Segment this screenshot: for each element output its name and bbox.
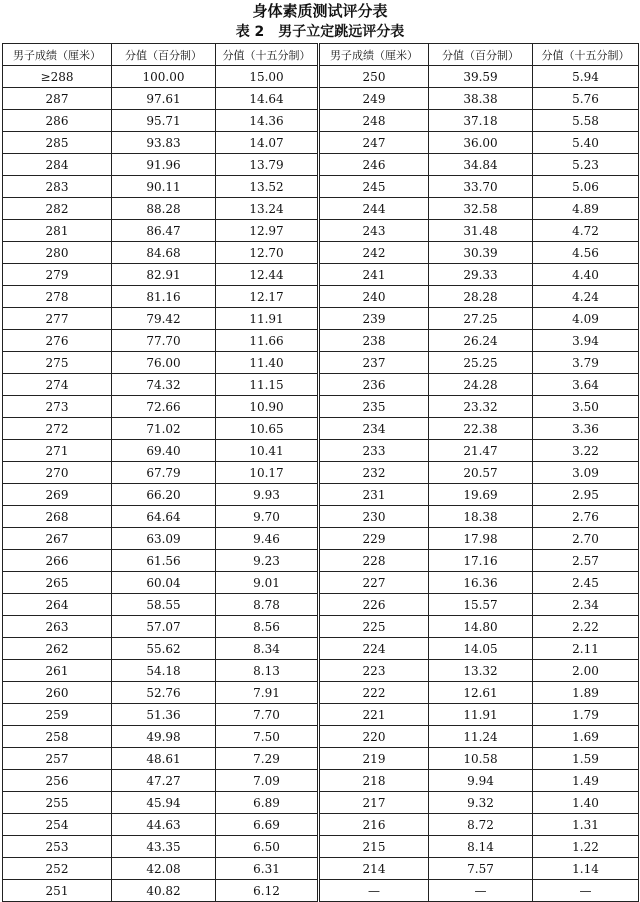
right-fifteen-score-cell: 1.89 xyxy=(533,682,639,704)
right-fifteen-score-cell: 4.89 xyxy=(533,198,639,220)
right-score-cell: 246 xyxy=(319,154,429,176)
left-fifteen-score-cell: 7.91 xyxy=(216,682,319,704)
left-score-cell: 255 xyxy=(3,792,112,814)
table-row xyxy=(3,242,639,264)
left-score-cell: 284 xyxy=(3,154,112,176)
left-fifteen-score-cell: 14.36 xyxy=(216,110,319,132)
table-row xyxy=(3,462,639,484)
left-score-cell: 259 xyxy=(3,704,112,726)
page-title: 身体素质测试评分表 xyxy=(252,2,388,20)
left-score-cell: 280 xyxy=(3,242,112,264)
right-fifteen-score-cell: 2.34 xyxy=(533,594,639,616)
left-fifteen-score-cell: 11.15 xyxy=(216,374,319,396)
right-score-cell: 223 xyxy=(319,660,429,682)
right-fifteen-score-cell: 1.40 xyxy=(533,792,639,814)
left-percent-score-cell: 81.16 xyxy=(112,286,216,308)
left-fifteen-score-cell: 8.78 xyxy=(216,594,319,616)
right-percent-score-cell: 21.47 xyxy=(429,440,533,462)
right-score-cell: 230 xyxy=(319,506,429,528)
header-right-percent: 分值（百分制） xyxy=(429,44,533,66)
left-fifteen-score-cell: 15.00 xyxy=(216,66,319,88)
right-fifteen-score-cell: 3.50 xyxy=(533,396,639,418)
right-fifteen-score-cell: 1.31 xyxy=(533,814,639,836)
header-left-score: 男子成绩（厘米） xyxy=(3,44,112,66)
left-score-cell: 270 xyxy=(3,462,112,484)
left-fifteen-score-cell: 10.17 xyxy=(216,462,319,484)
table-subtitle: 表 2 男子立定跳远评分表 xyxy=(235,24,405,40)
right-score-cell: 214 xyxy=(319,858,429,880)
left-percent-score-cell: 48.61 xyxy=(112,748,216,770)
left-percent-score-cell: 91.96 xyxy=(112,154,216,176)
right-percent-score-cell: 14.05 xyxy=(429,638,533,660)
left-percent-score-cell: 60.04 xyxy=(112,572,216,594)
left-percent-score-cell: 82.91 xyxy=(112,264,216,286)
right-fifteen-score-cell: 2.95 xyxy=(533,484,639,506)
right-fifteen-score-cell: 3.09 xyxy=(533,462,639,484)
left-score-cell: 261 xyxy=(3,660,112,682)
left-fifteen-score-cell: 7.29 xyxy=(216,748,319,770)
table-row xyxy=(3,198,639,220)
table-row xyxy=(3,704,639,726)
right-percent-score-cell: 19.69 xyxy=(429,484,533,506)
left-fifteen-score-cell: 12.17 xyxy=(216,286,319,308)
left-score-cell: 269 xyxy=(3,484,112,506)
left-percent-score-cell: 63.09 xyxy=(112,528,216,550)
right-fifteen-score-cell: 3.64 xyxy=(533,374,639,396)
left-score-cell: 254 xyxy=(3,814,112,836)
right-percent-score-cell: 28.28 xyxy=(429,286,533,308)
right-fifteen-score-cell: 5.58 xyxy=(533,110,639,132)
right-percent-score-cell: 38.38 xyxy=(429,88,533,110)
left-fifteen-score-cell: 7.70 xyxy=(216,704,319,726)
left-percent-score-cell: 51.36 xyxy=(112,704,216,726)
left-fifteen-score-cell: 6.12 xyxy=(216,880,319,902)
right-percent-score-cell: 8.72 xyxy=(429,814,533,836)
right-fifteen-score-cell: 5.23 xyxy=(533,154,639,176)
right-fifteen-score-cell: 5.76 xyxy=(533,88,639,110)
right-percent-score-cell: 23.32 xyxy=(429,396,533,418)
left-percent-score-cell: 79.42 xyxy=(112,308,216,330)
left-fifteen-score-cell: 6.89 xyxy=(216,792,319,814)
table-row xyxy=(3,792,639,814)
right-percent-score-cell: 26.24 xyxy=(429,330,533,352)
right-percent-score-cell: 34.84 xyxy=(429,154,533,176)
left-percent-score-cell: 45.94 xyxy=(112,792,216,814)
left-percent-score-cell: 95.71 xyxy=(112,110,216,132)
table-row xyxy=(3,616,639,638)
left-fifteen-score-cell: 12.44 xyxy=(216,264,319,286)
right-percent-score-cell: 9.94 xyxy=(429,770,533,792)
left-fifteen-score-cell: 9.93 xyxy=(216,484,319,506)
table-row xyxy=(3,308,639,330)
right-fifteen-score-cell: 2.11 xyxy=(533,638,639,660)
left-fifteen-score-cell: 14.64 xyxy=(216,88,319,110)
right-score-cell: 233 xyxy=(319,440,429,462)
left-percent-score-cell: 58.55 xyxy=(112,594,216,616)
left-score-cell: 256 xyxy=(3,770,112,792)
right-score-cell: 239 xyxy=(319,308,429,330)
right-percent-score-cell: 9.32 xyxy=(429,792,533,814)
right-fifteen-score-cell: 2.70 xyxy=(533,528,639,550)
left-score-cell: 286 xyxy=(3,110,112,132)
table-row xyxy=(3,880,639,902)
right-score-cell: 221 xyxy=(319,704,429,726)
left-fifteen-score-cell: 9.01 xyxy=(216,572,319,594)
left-fifteen-score-cell: 9.23 xyxy=(216,550,319,572)
left-fifteen-score-cell: 8.34 xyxy=(216,638,319,660)
right-percent-score-cell: 17.98 xyxy=(429,528,533,550)
right-percent-score-cell: 33.70 xyxy=(429,176,533,198)
left-percent-score-cell: 71.02 xyxy=(112,418,216,440)
right-percent-score-cell: 17.16 xyxy=(429,550,533,572)
table-row xyxy=(3,682,639,704)
left-score-cell: 266 xyxy=(3,550,112,572)
table-row xyxy=(3,814,639,836)
right-score-cell: 219 xyxy=(319,748,429,770)
left-score-cell: 257 xyxy=(3,748,112,770)
right-fifteen-score-cell: 4.09 xyxy=(533,308,639,330)
table-row xyxy=(3,132,639,154)
left-fifteen-score-cell: 10.41 xyxy=(216,440,319,462)
left-percent-score-cell: 55.62 xyxy=(112,638,216,660)
left-fifteen-score-cell: 13.24 xyxy=(216,198,319,220)
left-score-cell: 275 xyxy=(3,352,112,374)
right-percent-score-cell: 32.58 xyxy=(429,198,533,220)
left-fifteen-score-cell: 9.46 xyxy=(216,528,319,550)
right-percent-score-cell: 12.61 xyxy=(429,682,533,704)
left-score-cell: 281 xyxy=(3,220,112,242)
left-score-cell: 267 xyxy=(3,528,112,550)
right-score-cell: 249 xyxy=(319,88,429,110)
right-fifteen-score-cell: — xyxy=(533,880,639,902)
left-fifteen-score-cell: 13.52 xyxy=(216,176,319,198)
left-fifteen-score-cell: 7.50 xyxy=(216,726,319,748)
table-row xyxy=(3,418,639,440)
left-percent-score-cell: 47.27 xyxy=(112,770,216,792)
table-row xyxy=(3,396,639,418)
right-fifteen-score-cell: 4.72 xyxy=(533,220,639,242)
left-percent-score-cell: 40.82 xyxy=(112,880,216,902)
table-row xyxy=(3,154,639,176)
right-score-cell: — xyxy=(319,880,429,902)
right-score-cell: 218 xyxy=(319,770,429,792)
right-percent-score-cell: 30.39 xyxy=(429,242,533,264)
right-score-cell: 220 xyxy=(319,726,429,748)
table-row xyxy=(3,836,639,858)
table-row xyxy=(3,594,639,616)
right-score-cell: 237 xyxy=(319,352,429,374)
left-score-cell: 258 xyxy=(3,726,112,748)
header-right-score: 男子成绩（厘米） xyxy=(319,44,429,66)
right-score-cell: 235 xyxy=(319,396,429,418)
right-score-cell: 243 xyxy=(319,220,429,242)
table-row xyxy=(3,374,639,396)
left-score-cell: 264 xyxy=(3,594,112,616)
right-percent-score-cell: 31.48 xyxy=(429,220,533,242)
table-row xyxy=(3,176,639,198)
right-fifteen-score-cell: 2.22 xyxy=(533,616,639,638)
right-percent-score-cell: 14.80 xyxy=(429,616,533,638)
left-fifteen-score-cell: 14.07 xyxy=(216,132,319,154)
left-percent-score-cell: 77.70 xyxy=(112,330,216,352)
right-percent-score-cell: 11.91 xyxy=(429,704,533,726)
table-row xyxy=(3,638,639,660)
left-percent-score-cell: 67.79 xyxy=(112,462,216,484)
right-score-cell: 238 xyxy=(319,330,429,352)
right-fifteen-score-cell: 3.22 xyxy=(533,440,639,462)
left-score-cell: 260 xyxy=(3,682,112,704)
right-percent-score-cell: 39.59 xyxy=(429,66,533,88)
right-fifteen-score-cell: 2.00 xyxy=(533,660,639,682)
left-fifteen-score-cell: 6.69 xyxy=(216,814,319,836)
left-percent-score-cell: 69.40 xyxy=(112,440,216,462)
right-percent-score-cell: 22.38 xyxy=(429,418,533,440)
right-percent-score-cell: 37.18 xyxy=(429,110,533,132)
header-left-percent: 分值（百分制） xyxy=(112,44,216,66)
right-fifteen-score-cell: 4.24 xyxy=(533,286,639,308)
table-row xyxy=(3,264,639,286)
table-row xyxy=(3,858,639,880)
table-row xyxy=(3,550,639,572)
left-percent-score-cell: 97.61 xyxy=(112,88,216,110)
left-score-cell: 262 xyxy=(3,638,112,660)
table-row xyxy=(3,726,639,748)
right-score-cell: 247 xyxy=(319,132,429,154)
right-percent-score-cell: 15.57 xyxy=(429,594,533,616)
left-score-cell: ≥288 xyxy=(3,66,112,88)
table-row xyxy=(3,506,639,528)
left-score-cell: 278 xyxy=(3,286,112,308)
table-row xyxy=(3,528,639,550)
right-score-cell: 216 xyxy=(319,814,429,836)
table-row xyxy=(3,110,639,132)
left-percent-score-cell: 49.98 xyxy=(112,726,216,748)
left-percent-score-cell: 93.83 xyxy=(112,132,216,154)
right-fifteen-score-cell: 3.79 xyxy=(533,352,639,374)
left-fifteen-score-cell: 10.90 xyxy=(216,396,319,418)
right-score-cell: 232 xyxy=(319,462,429,484)
right-score-cell: 226 xyxy=(319,594,429,616)
left-score-cell: 279 xyxy=(3,264,112,286)
right-score-cell: 231 xyxy=(319,484,429,506)
left-score-cell: 263 xyxy=(3,616,112,638)
left-percent-score-cell: 76.00 xyxy=(112,352,216,374)
right-score-cell: 222 xyxy=(319,682,429,704)
left-percent-score-cell: 44.63 xyxy=(112,814,216,836)
table-row xyxy=(3,660,639,682)
table-row xyxy=(3,770,639,792)
left-percent-score-cell: 74.32 xyxy=(112,374,216,396)
left-score-cell: 268 xyxy=(3,506,112,528)
right-fifteen-score-cell: 4.56 xyxy=(533,242,639,264)
left-percent-score-cell: 66.20 xyxy=(112,484,216,506)
left-percent-score-cell: 100.00 xyxy=(112,66,216,88)
left-percent-score-cell: 43.35 xyxy=(112,836,216,858)
left-fifteen-score-cell: 8.56 xyxy=(216,616,319,638)
header-left-fifteen: 分值（十五分制） xyxy=(216,44,319,66)
title-block xyxy=(0,0,640,42)
right-score-cell: 234 xyxy=(319,418,429,440)
left-percent-score-cell: 52.76 xyxy=(112,682,216,704)
left-percent-score-cell: 61.56 xyxy=(112,550,216,572)
left-fifteen-score-cell: 6.50 xyxy=(216,836,319,858)
left-score-cell: 277 xyxy=(3,308,112,330)
left-score-cell: 276 xyxy=(3,330,112,352)
header-row xyxy=(3,44,639,66)
right-fifteen-score-cell: 2.45 xyxy=(533,572,639,594)
right-percent-score-cell: 11.24 xyxy=(429,726,533,748)
left-fifteen-score-cell: 12.70 xyxy=(216,242,319,264)
score-table xyxy=(2,43,639,902)
right-fifteen-score-cell: 2.76 xyxy=(533,506,639,528)
left-percent-score-cell: 86.47 xyxy=(112,220,216,242)
right-fifteen-score-cell: 1.79 xyxy=(533,704,639,726)
left-score-cell: 273 xyxy=(3,396,112,418)
left-score-cell: 271 xyxy=(3,440,112,462)
right-fifteen-score-cell: 5.40 xyxy=(533,132,639,154)
left-fifteen-score-cell: 11.91 xyxy=(216,308,319,330)
table-row xyxy=(3,330,639,352)
left-score-cell: 274 xyxy=(3,374,112,396)
right-fifteen-score-cell: 5.06 xyxy=(533,176,639,198)
right-percent-score-cell: 18.38 xyxy=(429,506,533,528)
left-fifteen-score-cell: 13.79 xyxy=(216,154,319,176)
left-score-cell: 252 xyxy=(3,858,112,880)
right-score-cell: 250 xyxy=(319,66,429,88)
right-score-cell: 227 xyxy=(319,572,429,594)
right-score-cell: 236 xyxy=(319,374,429,396)
table-row xyxy=(3,440,639,462)
right-score-cell: 240 xyxy=(319,286,429,308)
right-fifteen-score-cell: 1.59 xyxy=(533,748,639,770)
right-score-cell: 215 xyxy=(319,836,429,858)
right-score-cell: 245 xyxy=(319,176,429,198)
left-percent-score-cell: 57.07 xyxy=(112,616,216,638)
right-fifteen-score-cell: 4.40 xyxy=(533,264,639,286)
right-percent-score-cell: 24.28 xyxy=(429,374,533,396)
right-score-cell: 244 xyxy=(319,198,429,220)
right-fifteen-score-cell: 1.22 xyxy=(533,836,639,858)
table-row xyxy=(3,66,639,88)
right-score-cell: 241 xyxy=(319,264,429,286)
left-fifteen-score-cell: 8.13 xyxy=(216,660,319,682)
left-score-cell: 283 xyxy=(3,176,112,198)
left-percent-score-cell: 54.18 xyxy=(112,660,216,682)
left-fifteen-score-cell: 9.70 xyxy=(216,506,319,528)
right-fifteen-score-cell: 5.94 xyxy=(533,66,639,88)
left-score-cell: 251 xyxy=(3,880,112,902)
left-percent-score-cell: 72.66 xyxy=(112,396,216,418)
left-score-cell: 287 xyxy=(3,88,112,110)
left-percent-score-cell: 64.64 xyxy=(112,506,216,528)
right-score-cell: 242 xyxy=(319,242,429,264)
left-fifteen-score-cell: 11.66 xyxy=(216,330,319,352)
right-percent-score-cell: 25.25 xyxy=(429,352,533,374)
left-percent-score-cell: 88.28 xyxy=(112,198,216,220)
left-score-cell: 272 xyxy=(3,418,112,440)
left-fifteen-score-cell: 7.09 xyxy=(216,770,319,792)
right-score-cell: 217 xyxy=(319,792,429,814)
left-fifteen-score-cell: 11.40 xyxy=(216,352,319,374)
table-row xyxy=(3,286,639,308)
right-percent-score-cell: 36.00 xyxy=(429,132,533,154)
left-score-cell: 253 xyxy=(3,836,112,858)
right-percent-score-cell: 13.32 xyxy=(429,660,533,682)
right-fifteen-score-cell: 3.36 xyxy=(533,418,639,440)
right-fifteen-score-cell: 1.49 xyxy=(533,770,639,792)
right-percent-score-cell: 10.58 xyxy=(429,748,533,770)
left-percent-score-cell: 90.11 xyxy=(112,176,216,198)
right-fifteen-score-cell: 2.57 xyxy=(533,550,639,572)
right-percent-score-cell: 27.25 xyxy=(429,308,533,330)
left-score-cell: 282 xyxy=(3,198,112,220)
right-score-cell: 248 xyxy=(319,110,429,132)
right-score-cell: 228 xyxy=(319,550,429,572)
right-percent-score-cell: 7.57 xyxy=(429,858,533,880)
left-fifteen-score-cell: 12.97 xyxy=(216,220,319,242)
left-fifteen-score-cell: 6.31 xyxy=(216,858,319,880)
table-row xyxy=(3,484,639,506)
table-row xyxy=(3,572,639,594)
right-percent-score-cell: 8.14 xyxy=(429,836,533,858)
right-score-cell: 224 xyxy=(319,638,429,660)
left-percent-score-cell: 84.68 xyxy=(112,242,216,264)
left-fifteen-score-cell: 10.65 xyxy=(216,418,319,440)
left-percent-score-cell: 42.08 xyxy=(112,858,216,880)
table-row xyxy=(3,220,639,242)
right-percent-score-cell: 16.36 xyxy=(429,572,533,594)
table-row xyxy=(3,88,639,110)
header-right-fifteen: 分值（十五分制） xyxy=(533,44,639,66)
right-percent-score-cell: — xyxy=(429,880,533,902)
right-fifteen-score-cell: 3.94 xyxy=(533,330,639,352)
table-row xyxy=(3,748,639,770)
table-row xyxy=(3,352,639,374)
table-body xyxy=(3,66,639,902)
right-fifteen-score-cell: 1.69 xyxy=(533,726,639,748)
right-percent-score-cell: 20.57 xyxy=(429,462,533,484)
right-score-cell: 229 xyxy=(319,528,429,550)
left-score-cell: 265 xyxy=(3,572,112,594)
right-fifteen-score-cell: 1.14 xyxy=(533,858,639,880)
right-percent-score-cell: 29.33 xyxy=(429,264,533,286)
right-score-cell: 225 xyxy=(319,616,429,638)
left-score-cell: 285 xyxy=(3,132,112,154)
